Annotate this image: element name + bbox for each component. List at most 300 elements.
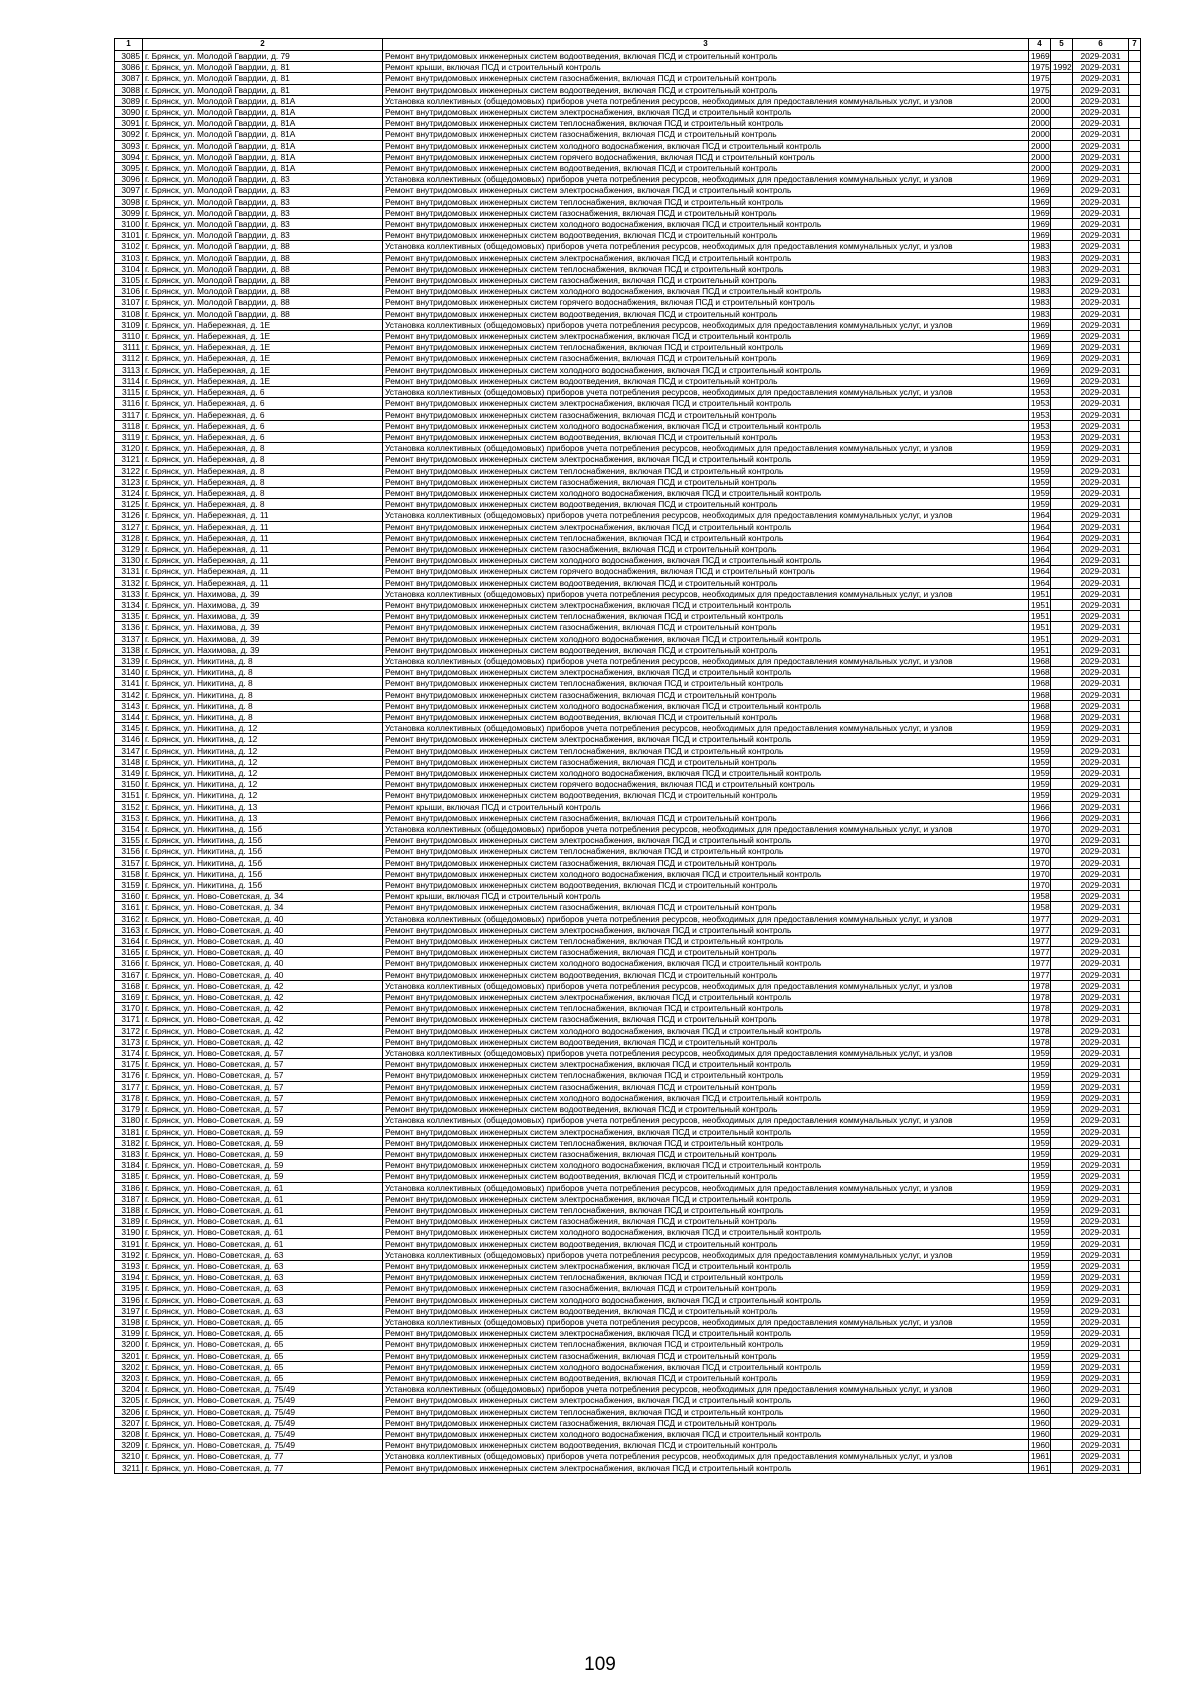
build-year-cell: 2000 — [1029, 163, 1051, 174]
overhaul-year-cell — [1051, 387, 1073, 398]
planned-period-cell: 2029-2031 — [1073, 577, 1129, 588]
work-type-cell: Ремонт внутридомовых инженерных систем водоотведения, включая ПСД и строительный контроль — [383, 431, 1029, 442]
work-type-cell: Ремонт внутридомовых инженерных систем водоотведения, включая ПСД и строительный контроль — [383, 1104, 1029, 1115]
overhaul-year-cell — [1051, 1294, 1073, 1305]
planned-period-cell: 2029-2031 — [1073, 387, 1129, 398]
work-type-cell: Ремонт внутридомовых инженерных систем электроснабжения, включая ПСД и строительный контроль — [383, 252, 1029, 263]
overhaul-year-cell — [1051, 1417, 1073, 1428]
row-number: 3168 — [115, 980, 143, 991]
planned-period-cell: 2029-2031 — [1073, 689, 1129, 700]
build-year-cell: 1983 — [1029, 241, 1051, 252]
overhaul-year-cell — [1051, 476, 1073, 487]
column-7-cell — [1129, 487, 1141, 498]
table-row — [115, 992, 1141, 1003]
row-number: 3129 — [115, 543, 143, 554]
build-year-cell: 1978 — [1029, 1003, 1051, 1014]
overhaul-year-cell — [1051, 1048, 1073, 1059]
row-number: 3183 — [115, 1148, 143, 1159]
build-year-cell: 1960 — [1029, 1440, 1051, 1451]
work-type-cell: Ремонт внутридомовых инженерных систем газоснабжения, включая ПСД и строительный контроль — [383, 129, 1029, 140]
column-7-cell — [1129, 936, 1141, 947]
column-7-cell — [1129, 319, 1141, 330]
planned-period-cell: 2029-2031 — [1073, 678, 1129, 689]
row-number: 3154 — [115, 824, 143, 835]
planned-period-cell: 2029-2031 — [1073, 902, 1129, 913]
table-row — [115, 1361, 1141, 1372]
row-number: 3114 — [115, 375, 143, 386]
planned-period-cell: 2029-2031 — [1073, 936, 1129, 947]
column-7-cell — [1129, 756, 1141, 767]
column-7-cell — [1129, 644, 1141, 655]
table-row — [115, 1395, 1141, 1406]
overhaul-year-cell — [1051, 275, 1073, 286]
build-year-cell: 1951 — [1029, 599, 1051, 610]
row-number: 3192 — [115, 1249, 143, 1260]
row-number: 3122 — [115, 465, 143, 476]
address-cell: г. Брянск, ул. Молодой Гвардии, д. 83 — [143, 230, 383, 241]
row-number: 3091 — [115, 118, 143, 129]
planned-period-cell: 2029-2031 — [1073, 723, 1129, 734]
work-type-cell: Ремонт внутридомовых инженерных систем электроснабжения, включая ПСД и строительный контроль — [383, 185, 1029, 196]
planned-period-cell: 2029-2031 — [1073, 969, 1129, 980]
work-type-cell: Ремонт внутридомовых инженерных систем теплоснабжения, включая ПСД и строительный контроль — [383, 678, 1029, 689]
address-cell: г. Брянск, ул. Ново-Советская, д. 34 — [143, 891, 383, 902]
work-type-cell: Установка коллективных (общедомовых) приборов учета потребления ресурсов, необходимых для предоставления коммунальных услуг, и узлов — [383, 387, 1029, 398]
table-row — [115, 286, 1141, 297]
build-year-cell: 1964 — [1029, 521, 1051, 532]
overhaul-year-cell — [1051, 532, 1073, 543]
build-year-cell: 1959 — [1029, 745, 1051, 756]
planned-period-cell: 2029-2031 — [1073, 1081, 1129, 1092]
overhaul-year-cell — [1051, 196, 1073, 207]
row-number: 3197 — [115, 1305, 143, 1316]
overhaul-year-cell — [1051, 375, 1073, 386]
planned-period-cell: 2029-2031 — [1073, 566, 1129, 577]
table-row — [115, 1160, 1141, 1171]
work-type-cell: Ремонт внутридомовых инженерных систем холодного водоснабжения, включая ПСД и строительный контроль — [383, 768, 1029, 779]
address-cell: г. Брянск, ул. Ново-Советская, д. 75/49 — [143, 1384, 383, 1395]
column-7-cell — [1129, 1137, 1141, 1148]
table-row — [115, 1372, 1141, 1383]
planned-period-cell: 2029-2031 — [1073, 1126, 1129, 1137]
address-cell: г. Брянск, ул. Молодой Гвардии, д. 81 — [143, 62, 383, 73]
work-type-cell: Установка коллективных (общедомовых) приборов учета потребления ресурсов, необходимых для предоставления коммунальных услуг, и узлов — [383, 824, 1029, 835]
build-year-cell: 1977 — [1029, 913, 1051, 924]
row-number: 3173 — [115, 1036, 143, 1047]
column-7-cell — [1129, 902, 1141, 913]
build-year-cell: 1959 — [1029, 1182, 1051, 1193]
row-number: 3142 — [115, 689, 143, 700]
overhaul-year-cell — [1051, 1395, 1073, 1406]
table-row — [115, 163, 1141, 174]
column-7-cell — [1129, 622, 1141, 633]
planned-period-cell: 2029-2031 — [1073, 745, 1129, 756]
overhaul-year-cell — [1051, 1227, 1073, 1238]
planned-period-cell: 2029-2031 — [1073, 163, 1129, 174]
table-row — [115, 185, 1141, 196]
address-cell: г. Брянск, ул. Молодой Гвардии, д. 83 — [143, 196, 383, 207]
table-row — [115, 655, 1141, 666]
row-number: 3190 — [115, 1227, 143, 1238]
overhaul-year-cell — [1051, 1059, 1073, 1070]
address-cell: г. Брянск, ул. Ново-Советская, д. 59 — [143, 1115, 383, 1126]
overhaul-year-cell — [1051, 801, 1073, 812]
column-7-cell — [1129, 633, 1141, 644]
column-7-cell — [1129, 801, 1141, 812]
overhaul-year-cell — [1051, 353, 1073, 364]
build-year-cell: 1977 — [1029, 958, 1051, 969]
work-type-cell: Ремонт внутридомовых инженерных систем газоснабжения, включая ПСД и строительный контроль — [383, 622, 1029, 633]
column-7-cell — [1129, 924, 1141, 935]
overhaul-year-cell — [1051, 364, 1073, 375]
address-cell: г. Брянск, ул. Молодой Гвардии, д. 79 — [143, 51, 383, 62]
work-type-cell: Ремонт внутридомовых инженерных систем электроснабжения, включая ПСД и строительный контроль — [383, 1395, 1029, 1406]
column-7-cell — [1129, 409, 1141, 420]
work-type-cell: Ремонт внутридомовых инженерных систем теплоснабжения, включая ПСД и строительный контроль — [383, 936, 1029, 947]
table-row — [115, 465, 1141, 476]
work-type-cell: Ремонт внутридомовых инженерных систем водоотведения, включая ПСД и строительный контроль — [383, 1171, 1029, 1182]
build-year-cell: 1959 — [1029, 1249, 1051, 1260]
planned-period-cell: 2029-2031 — [1073, 107, 1129, 118]
address-cell: г. Брянск, ул. Ново-Советская, д. 77 — [143, 1462, 383, 1473]
column-7-cell — [1129, 1092, 1141, 1103]
column-7-cell — [1129, 431, 1141, 442]
column-7-cell — [1129, 286, 1141, 297]
page-number: 109 — [584, 1654, 616, 1675]
work-type-cell: Ремонт внутридомовых инженерных систем электроснабжения, включая ПСД и строительный контроль — [383, 398, 1029, 409]
column-7-cell — [1129, 196, 1141, 207]
row-number: 3189 — [115, 1216, 143, 1227]
work-type-cell: Ремонт внутридомовых инженерных систем теплоснабжения, включая ПСД и строительный контроль — [383, 1003, 1029, 1014]
planned-period-cell: 2029-2031 — [1073, 1395, 1129, 1406]
table-row — [115, 1406, 1141, 1417]
overhaul-year-cell — [1051, 1126, 1073, 1137]
build-year-cell: 1959 — [1029, 1070, 1051, 1081]
column-7-cell — [1129, 107, 1141, 118]
build-year-cell: 1968 — [1029, 689, 1051, 700]
row-number: 3146 — [115, 734, 143, 745]
table-row — [115, 398, 1141, 409]
column-7-cell — [1129, 1036, 1141, 1047]
build-year-cell: 1969 — [1029, 207, 1051, 218]
column-7-cell — [1129, 1059, 1141, 1070]
build-year-cell: 1959 — [1029, 790, 1051, 801]
table-row — [115, 868, 1141, 879]
table-row — [115, 924, 1141, 935]
row-number: 3141 — [115, 678, 143, 689]
row-number: 3176 — [115, 1070, 143, 1081]
row-number: 3139 — [115, 655, 143, 666]
build-year-cell: 1951 — [1029, 611, 1051, 622]
overhaul-year-cell — [1051, 902, 1073, 913]
column-7-cell — [1129, 1115, 1141, 1126]
build-year-cell: 1969 — [1029, 219, 1051, 230]
table-row — [115, 913, 1141, 924]
work-type-cell: Ремонт внутридомовых инженерных систем холодного водоснабжения, включая ПСД и строительный контроль — [383, 700, 1029, 711]
work-type-cell: Ремонт внутридомовых инженерных систем теплоснабжения, включая ПСД и строительный контроль — [383, 118, 1029, 129]
row-number: 3110 — [115, 331, 143, 342]
table-row — [115, 207, 1141, 218]
table-row — [115, 779, 1141, 790]
overhaul-year-cell — [1051, 1204, 1073, 1215]
planned-period-cell: 2029-2031 — [1073, 924, 1129, 935]
build-year-cell: 1959 — [1029, 1361, 1051, 1372]
work-type-cell: Ремонт внутридомовых инженерных систем теплоснабжения, включая ПСД и строительный контроль — [383, 465, 1029, 476]
overhaul-year-cell — [1051, 1260, 1073, 1271]
table-row — [115, 846, 1141, 857]
table-row — [115, 577, 1141, 588]
row-number: 3124 — [115, 487, 143, 498]
address-cell: г. Брянск, ул. Ново-Советская, д. 40 — [143, 913, 383, 924]
table-row — [115, 1104, 1141, 1115]
work-type-cell: Ремонт внутридомовых инженерных систем теплоснабжения, включая ПСД и строительный контроль — [383, 263, 1029, 274]
table-row — [115, 1384, 1141, 1395]
build-year-cell: 1959 — [1029, 1272, 1051, 1283]
address-cell: г. Брянск, ул. Набережная, д. 11 — [143, 543, 383, 554]
build-year-cell: 1983 — [1029, 286, 1051, 297]
table-row — [115, 644, 1141, 655]
build-year-cell: 1960 — [1029, 1417, 1051, 1428]
row-number: 3123 — [115, 476, 143, 487]
column-7-cell — [1129, 1316, 1141, 1327]
row-number: 3160 — [115, 891, 143, 902]
column-7-cell — [1129, 1216, 1141, 1227]
address-cell: г. Брянск, ул. Набережная, д. 1Е — [143, 364, 383, 375]
planned-period-cell: 2029-2031 — [1073, 62, 1129, 73]
row-number: 3144 — [115, 711, 143, 722]
planned-period-cell: 2029-2031 — [1073, 129, 1129, 140]
overhaul-year-cell — [1051, 745, 1073, 756]
work-type-cell: Ремонт внутридомовых инженерных систем газоснабжения, включая ПСД и строительный контроль — [383, 902, 1029, 913]
col-header-2: 2 — [143, 39, 383, 51]
row-number: 3112 — [115, 353, 143, 364]
build-year-cell: 1970 — [1029, 880, 1051, 891]
table-row — [115, 129, 1141, 140]
address-cell: г. Брянск, ул. Молодой Гвардии, д. 88 — [143, 252, 383, 263]
planned-period-cell: 2029-2031 — [1073, 1003, 1129, 1014]
column-7-cell — [1129, 1126, 1141, 1137]
address-cell: г. Брянск, ул. Ново-Советская, д. 40 — [143, 969, 383, 980]
table-row — [115, 1272, 1141, 1283]
overhaul-year-cell — [1051, 1339, 1073, 1350]
column-7-cell — [1129, 1025, 1141, 1036]
column-7-cell — [1129, 1272, 1141, 1283]
address-cell: г. Брянск, ул. Набережная, д. 11 — [143, 521, 383, 532]
build-year-cell: 1960 — [1029, 1406, 1051, 1417]
table-row — [115, 1204, 1141, 1215]
row-number: 3200 — [115, 1339, 143, 1350]
build-year-cell: 1969 — [1029, 174, 1051, 185]
work-type-cell: Ремонт внутридомовых инженерных систем газоснабжения, включая ПСД и строительный контроль — [383, 1081, 1029, 1092]
planned-period-cell: 2029-2031 — [1073, 555, 1129, 566]
overhaul-year-cell — [1051, 207, 1073, 218]
address-cell: г. Брянск, ул. Никитина, д. 15б — [143, 824, 383, 835]
address-cell: г. Брянск, ул. Ново-Советская, д. 42 — [143, 1014, 383, 1025]
build-year-cell: 2000 — [1029, 129, 1051, 140]
table-row — [115, 252, 1141, 263]
table-row — [115, 62, 1141, 73]
address-cell: г. Брянск, ул. Нахимова, д. 39 — [143, 644, 383, 655]
table-row — [115, 1216, 1141, 1227]
build-year-cell: 1959 — [1029, 1283, 1051, 1294]
planned-period-cell: 2029-2031 — [1073, 622, 1129, 633]
address-cell: г. Брянск, ул. Ново-Советская, д. 77 — [143, 1451, 383, 1462]
work-type-cell: Установка коллективных (общедомовых) приборов учета потребления ресурсов, необходимых для предоставления коммунальных услуг, и узлов — [383, 655, 1029, 666]
work-type-cell: Ремонт внутридомовых инженерных систем теплоснабжения, включая ПСД и строительный контроль — [383, 1204, 1029, 1215]
work-type-cell: Ремонт внутридомовых инженерных систем водоотведения, включая ПСД и строительный контроль — [383, 51, 1029, 62]
address-cell: г. Брянск, ул. Никитина, д. 8 — [143, 711, 383, 722]
build-year-cell: 1953 — [1029, 409, 1051, 420]
work-type-cell: Установка коллективных (общедомовых) приборов учета потребления ресурсов, необходимых для предоставления коммунальных услуг, и узлов — [383, 174, 1029, 185]
table-row — [115, 980, 1141, 991]
column-7-cell — [1129, 969, 1141, 980]
row-number: 3157 — [115, 857, 143, 868]
overhaul-year-cell — [1051, 174, 1073, 185]
table-row — [115, 1451, 1141, 1462]
overhaul-year-cell — [1051, 1406, 1073, 1417]
overhaul-year-cell — [1051, 756, 1073, 767]
row-number: 3097 — [115, 185, 143, 196]
build-year-cell: 1959 — [1029, 1328, 1051, 1339]
work-type-cell: Ремонт внутридомовых инженерных систем водоотведения, включая ПСД и строительный контроль — [383, 499, 1029, 510]
table-row — [115, 768, 1141, 779]
work-type-cell: Ремонт внутридомовых инженерных систем газоснабжения, включая ПСД и строительный контроль — [383, 476, 1029, 487]
row-number: 3186 — [115, 1182, 143, 1193]
build-year-cell: 1970 — [1029, 857, 1051, 868]
planned-period-cell: 2029-2031 — [1073, 1249, 1129, 1260]
row-number: 3202 — [115, 1361, 143, 1372]
planned-period-cell: 2029-2031 — [1073, 1350, 1129, 1361]
row-number: 3120 — [115, 443, 143, 454]
overhaul-year-cell — [1051, 319, 1073, 330]
overhaul-year-cell — [1051, 711, 1073, 722]
address-cell: г. Брянск, ул. Никитина, д. 12 — [143, 745, 383, 756]
planned-period-cell: 2029-2031 — [1073, 1417, 1129, 1428]
work-type-cell: Ремонт внутридомовых инженерных систем газоснабжения, включая ПСД и строительный контроль — [383, 1148, 1029, 1159]
row-number: 3210 — [115, 1451, 143, 1462]
column-7-cell — [1129, 364, 1141, 375]
planned-period-cell: 2029-2031 — [1073, 409, 1129, 420]
column-7-cell — [1129, 868, 1141, 879]
planned-period-cell: 2029-2031 — [1073, 1462, 1129, 1473]
work-type-cell: Ремонт внутридомовых инженерных систем теплоснабжения, включая ПСД и строительный контроль — [383, 1137, 1029, 1148]
address-cell: г. Брянск, ул. Молодой Гвардии, д. 81А — [143, 95, 383, 106]
planned-period-cell: 2029-2031 — [1073, 476, 1129, 487]
table-row — [115, 1227, 1141, 1238]
build-year-cell: 1959 — [1029, 1104, 1051, 1115]
address-cell: г. Брянск, ул. Набережная, д. 11 — [143, 555, 383, 566]
address-cell: г. Брянск, ул. Ново-Советская, д. 63 — [143, 1305, 383, 1316]
address-cell: г. Брянск, ул. Ново-Советская, д. 75/49 — [143, 1417, 383, 1428]
build-year-cell: 1970 — [1029, 835, 1051, 846]
build-year-cell: 1983 — [1029, 252, 1051, 263]
address-cell: г. Брянск, ул. Молодой Гвардии, д. 88 — [143, 297, 383, 308]
address-cell: г. Брянск, ул. Набережная, д. 11 — [143, 577, 383, 588]
overhaul-year-cell — [1051, 252, 1073, 263]
address-cell: г. Брянск, ул. Набережная, д. 1Е — [143, 319, 383, 330]
table-row — [115, 555, 1141, 566]
address-cell: г. Брянск, ул. Молодой Гвардии, д. 88 — [143, 308, 383, 319]
planned-period-cell: 2029-2031 — [1073, 655, 1129, 666]
overhaul-year-cell — [1051, 566, 1073, 577]
row-number: 3162 — [115, 913, 143, 924]
column-7-cell — [1129, 1070, 1141, 1081]
row-number: 3159 — [115, 880, 143, 891]
planned-period-cell: 2029-2031 — [1073, 185, 1129, 196]
row-number: 3184 — [115, 1160, 143, 1171]
row-number: 3113 — [115, 364, 143, 375]
row-number: 3194 — [115, 1272, 143, 1283]
row-number: 3147 — [115, 745, 143, 756]
overhaul-year-cell — [1051, 443, 1073, 454]
work-type-cell: Установка коллективных (общедомовых) приборов учета потребления ресурсов, необходимых для предоставления коммунальных услуг, и узлов — [383, 1384, 1029, 1395]
column-7-cell — [1129, 1406, 1141, 1417]
overhaul-year-cell — [1051, 230, 1073, 241]
work-type-cell: Ремонт внутридомовых инженерных систем водоотведения, включая ПСД и строительный контроль — [383, 230, 1029, 241]
build-year-cell: 1969 — [1029, 51, 1051, 62]
column-7-cell — [1129, 465, 1141, 476]
col-header-1: 1 — [115, 39, 143, 51]
address-cell: г. Брянск, ул. Никитина, д. 15б — [143, 846, 383, 857]
table-row — [115, 1115, 1141, 1126]
address-cell: г. Брянск, ул. Ново-Советская, д. 61 — [143, 1238, 383, 1249]
row-number: 3201 — [115, 1350, 143, 1361]
planned-period-cell: 2029-2031 — [1073, 644, 1129, 655]
address-cell: г. Брянск, ул. Молодой Гвардии, д. 81А — [143, 163, 383, 174]
address-cell: г. Брянск, ул. Ново-Советская, д. 40 — [143, 958, 383, 969]
row-number: 3092 — [115, 129, 143, 140]
table-row — [115, 331, 1141, 342]
address-cell: г. Брянск, ул. Ново-Советская, д. 61 — [143, 1182, 383, 1193]
address-cell: г. Брянск, ул. Ново-Советская, д. 42 — [143, 1036, 383, 1047]
work-type-cell: Ремонт внутридомовых инженерных систем электроснабжения, включая ПСД и строительный контроль — [383, 107, 1029, 118]
address-cell: г. Брянск, ул. Никитина, д. 8 — [143, 678, 383, 689]
column-7-cell — [1129, 84, 1141, 95]
address-cell: г. Брянск, ул. Нахимова, д. 39 — [143, 588, 383, 599]
column-7-cell — [1129, 163, 1141, 174]
address-cell: г. Брянск, ул. Ново-Советская, д. 75/49 — [143, 1395, 383, 1406]
build-year-cell: 1969 — [1029, 196, 1051, 207]
work-type-cell: Ремонт внутридомовых инженерных систем холодного водоснабжения, включая ПСД и строительный контроль — [383, 420, 1029, 431]
row-number: 3133 — [115, 588, 143, 599]
work-type-cell: Ремонт внутридомовых инженерных систем холодного водоснабжения, включая ПСД и строительный контроль — [383, 140, 1029, 151]
overhaul-year-cell — [1051, 286, 1073, 297]
planned-period-cell: 2029-2031 — [1073, 275, 1129, 286]
work-type-cell: Ремонт внутридомовых инженерных систем холодного водоснабжения, включая ПСД и строительный контроль — [383, 555, 1029, 566]
overhaul-year-cell — [1051, 398, 1073, 409]
row-number: 3174 — [115, 1048, 143, 1059]
overhaul-year-cell — [1051, 409, 1073, 420]
column-7-cell — [1129, 454, 1141, 465]
table-row — [115, 73, 1141, 84]
table-row — [115, 297, 1141, 308]
planned-period-cell: 2029-2031 — [1073, 790, 1129, 801]
column-7-cell — [1129, 790, 1141, 801]
table-row — [115, 174, 1141, 185]
table-row — [115, 1126, 1141, 1137]
table-row — [115, 801, 1141, 812]
table-row — [115, 891, 1141, 902]
work-type-cell: Ремонт внутридомовых инженерных систем водоотведения, включая ПСД и строительный контроль — [383, 577, 1029, 588]
overhaul-year-cell — [1051, 487, 1073, 498]
planned-period-cell: 2029-2031 — [1073, 151, 1129, 162]
row-number: 3127 — [115, 521, 143, 532]
row-number: 3177 — [115, 1081, 143, 1092]
work-type-cell: Ремонт внутридомовых инженерных систем холодного водоснабжения, включая ПСД и строительный контроль — [383, 633, 1029, 644]
row-number: 3104 — [115, 263, 143, 274]
build-year-cell: 1961 — [1029, 1462, 1051, 1473]
column-7-cell — [1129, 1283, 1141, 1294]
